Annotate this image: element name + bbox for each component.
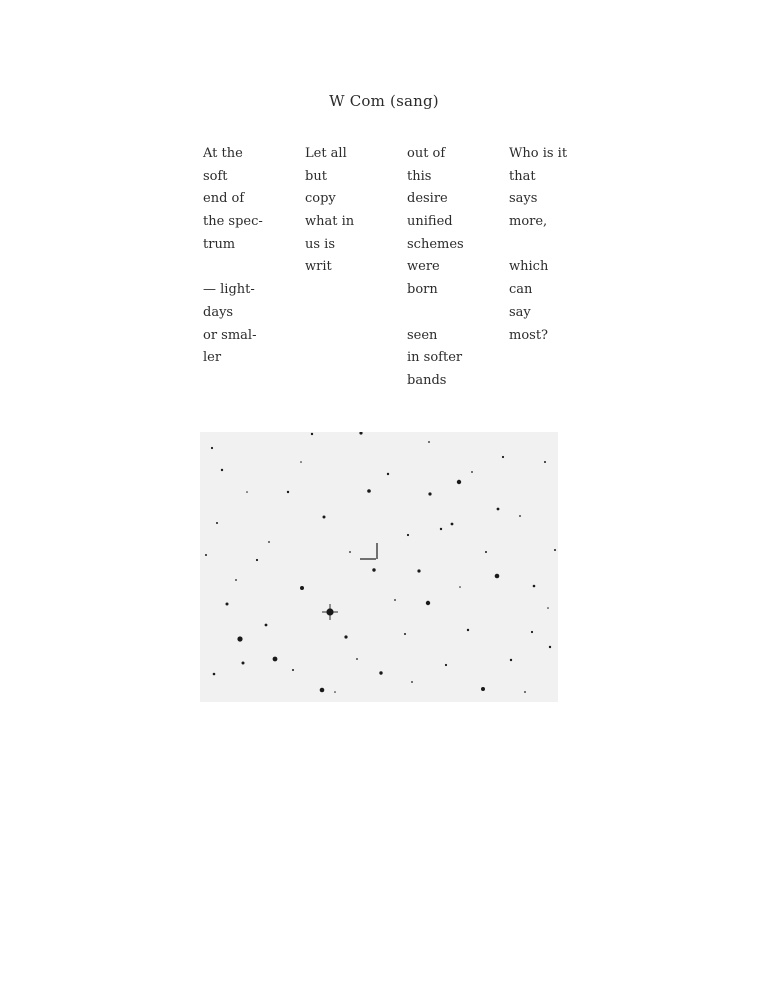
star [445, 664, 447, 666]
poem-line: days [203, 304, 234, 320]
star [300, 461, 302, 463]
poem-line: soft [203, 168, 228, 184]
star [216, 522, 218, 524]
star [221, 469, 223, 471]
poem-line: but [305, 168, 327, 184]
star [349, 551, 351, 553]
poem-line: born [407, 282, 438, 298]
poem-title: W Com (sang) [329, 92, 439, 110]
poem-line: copy [305, 191, 336, 207]
star [226, 603, 229, 606]
star [211, 447, 213, 449]
poem-column-4 [509, 143, 609, 347]
poem-line: desire [407, 191, 448, 207]
star [387, 473, 389, 475]
poem-line: — light- [203, 282, 255, 298]
poem-line: unified [407, 214, 453, 230]
poem-line: ler [203, 350, 222, 366]
star [544, 461, 546, 463]
star [205, 554, 207, 556]
poem-line [203, 256, 303, 279]
star [451, 523, 454, 526]
poem-line: that [509, 168, 536, 184]
star [407, 534, 409, 536]
poem-line: most? [509, 327, 549, 343]
poem-line: Let all [305, 146, 347, 161]
poem-line: bands [407, 372, 447, 388]
star [428, 492, 431, 495]
poem-line: Who is it [509, 146, 568, 161]
star [235, 579, 237, 581]
star [459, 586, 461, 588]
star [531, 631, 533, 633]
star [256, 559, 258, 561]
star [237, 636, 242, 641]
star [467, 629, 469, 631]
star-field-svg [200, 432, 558, 702]
poem-column-2 [305, 143, 405, 279]
poem-line: writ [305, 259, 332, 275]
poem-line: schemes [407, 236, 464, 252]
poem-line: end of [203, 191, 245, 207]
star [533, 585, 536, 588]
poem-line: more, [509, 214, 548, 230]
sky-background [200, 432, 558, 702]
star [497, 508, 500, 511]
star [356, 658, 358, 660]
star [367, 489, 371, 493]
poem-line: the spec- [203, 214, 263, 230]
poem-line: which [509, 259, 549, 275]
poem-line: seen [407, 327, 438, 343]
poem-line: were [407, 259, 440, 275]
star [344, 635, 347, 638]
star [246, 491, 248, 493]
star [320, 688, 325, 693]
star [268, 541, 270, 543]
star [510, 659, 512, 661]
poem-line: says [509, 191, 538, 207]
poem-line: out of [407, 146, 446, 161]
star [519, 515, 521, 517]
star [379, 671, 382, 674]
star [323, 516, 326, 519]
star [334, 691, 336, 693]
star [547, 607, 549, 609]
star [242, 662, 245, 665]
poem-line: can [509, 282, 533, 298]
poem-line: this [407, 168, 432, 184]
star [485, 551, 487, 553]
star [440, 528, 442, 530]
star [502, 456, 504, 458]
poem-line [407, 302, 507, 325]
poem-column-3 [407, 143, 507, 393]
poem-line: or smal- [203, 327, 257, 343]
star [554, 549, 556, 551]
star [549, 646, 551, 648]
star [287, 491, 289, 493]
star [394, 599, 396, 601]
star [213, 673, 216, 676]
poem-line: what in [305, 214, 355, 230]
star [411, 681, 413, 683]
poem-line [509, 234, 609, 257]
star [481, 687, 485, 691]
poem-line: in softer [407, 350, 463, 366]
star [311, 433, 313, 435]
star [265, 624, 268, 627]
star-field-image [200, 432, 558, 702]
star [524, 691, 526, 693]
star [426, 601, 430, 605]
star [471, 471, 473, 473]
star [404, 633, 406, 635]
star [292, 669, 294, 671]
star [417, 569, 420, 572]
star [273, 657, 278, 662]
star [372, 568, 375, 571]
star [457, 480, 461, 484]
poem-line: us is [305, 236, 336, 252]
poem-line: say [509, 304, 531, 320]
star [428, 441, 430, 443]
star [495, 574, 500, 579]
poem-line: At the [203, 146, 243, 161]
poem-line: trum [203, 236, 236, 252]
poem-column-1 [203, 143, 303, 370]
star [300, 586, 304, 590]
